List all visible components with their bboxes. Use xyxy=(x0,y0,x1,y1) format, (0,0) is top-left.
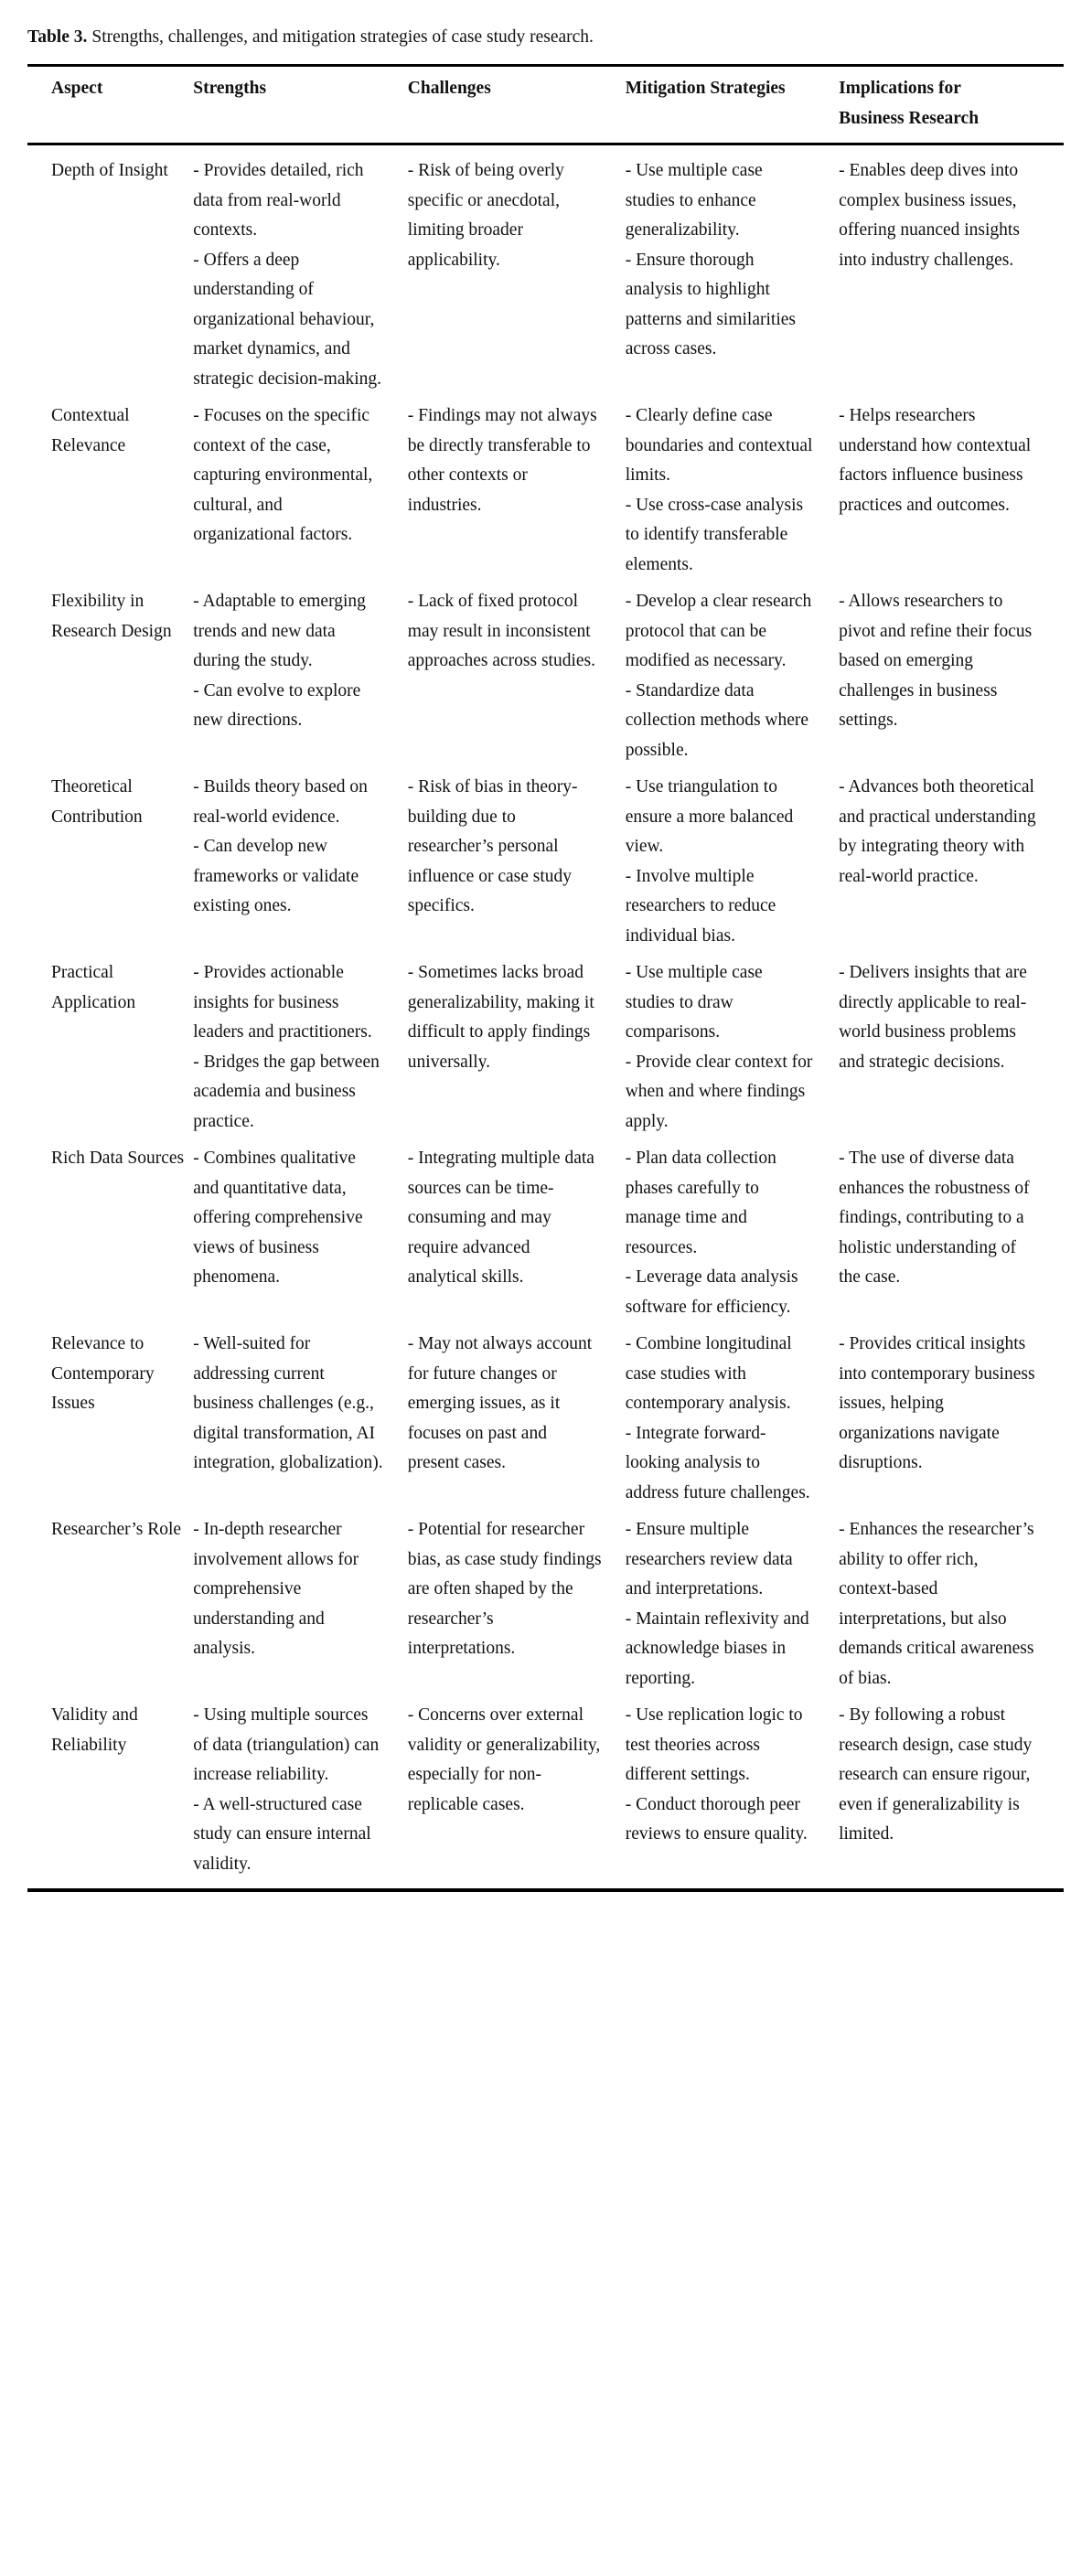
bullet-item: - Provides detailed, rich data from real-world contexts. xyxy=(193,161,364,240)
bullet-item: - Potential for researcher bias, as case study findings are often shaped by the researcher’s interpretations. xyxy=(407,1520,602,1658)
bullet-item: - Provides critical insights into contemporary business issues, helping organizations navigate disruptions. xyxy=(839,1334,1035,1472)
cell-strengths xyxy=(193,770,408,956)
bullet-item: - Using multiple sources of data (triangulation) can increase reliability. xyxy=(193,1705,380,1784)
table-row xyxy=(27,1698,1064,1890)
bullet-item: - Concerns over external validity or generalizability, especially for non-replicable cases. xyxy=(407,1705,601,1814)
column-header-implications: Implications for Business Research xyxy=(839,66,1064,144)
cell-strengths xyxy=(193,1327,408,1512)
bullet-item: - In-depth researcher involvement allows for comprehensive understanding and analysis. xyxy=(193,1520,359,1658)
cell-implications xyxy=(839,399,1064,584)
cell-aspect: Researcher’s Role xyxy=(51,1520,182,1539)
cell-aspect: Theoretical Contribution xyxy=(51,777,143,827)
cell-aspect: Practical Application xyxy=(51,963,136,1012)
cell-implications xyxy=(839,1327,1064,1512)
bullet-item: - Focuses on the specific context of the case, capturing environmental, cultural, and organizational factors. xyxy=(193,406,373,544)
cell-mitigation xyxy=(626,144,839,400)
cell-aspect: Depth of Insight xyxy=(51,161,168,180)
cell-mitigation xyxy=(626,956,839,1141)
cell-implications xyxy=(839,144,1064,400)
cell-challenges xyxy=(408,584,626,770)
bullet-item: - The use of diverse data enhances the robustness of findings, contributing to a holistic understanding of the case. xyxy=(839,1149,1030,1287)
cell-aspect: Relevance to Contemporary Issues xyxy=(51,1334,155,1413)
cell-aspect: Rich Data Sources xyxy=(51,1149,185,1168)
bullet-item: - Enhances the researcher’s ability to offer rich, context-based interpretations, but also demands critical awareness of bias. xyxy=(839,1520,1034,1688)
bullet-item: - Use triangulation to ensure a more balanced view. xyxy=(625,777,794,856)
table-caption-label: Table 3. xyxy=(27,27,88,47)
cell-strengths xyxy=(193,1698,408,1890)
bullet-item: - Develop a clear research protocol that can be modified as necessary. xyxy=(625,592,812,670)
bullet-item: - Plan data collection phases carefully to manage time and resources. xyxy=(625,1149,776,1257)
cell-mitigation xyxy=(626,584,839,770)
cell-challenges xyxy=(408,399,626,584)
cell-mitigation xyxy=(626,1512,839,1698)
bullet-item: - By following a robust research design, case study research can ensure rigour, even if generalizability is limited. xyxy=(839,1705,1033,1844)
header-row xyxy=(27,66,1064,144)
bullet-item: - Use multiple case studies to enhance generalizability. xyxy=(625,161,763,240)
bullet-item: - Adaptable to emerging trends and new data during the study. xyxy=(193,592,366,670)
cell-strengths xyxy=(193,1512,408,1698)
table-caption xyxy=(27,26,1064,49)
bullet-item: - Ensure multiple researchers review data and interpretations. xyxy=(625,1520,793,1598)
bullet-item: - Use replication logic to test theories across different settings. xyxy=(625,1705,803,1784)
cell-strengths xyxy=(193,144,408,400)
bullet-item: - Clearly define case boundaries and contextual limits. xyxy=(625,406,813,485)
bullet-item: - Standardize data collection methods where possible. xyxy=(625,680,809,760)
table-row xyxy=(27,584,1064,770)
bullet-item: - Provides actionable insights for business leaders and practitioners. xyxy=(193,963,372,1042)
cell-mitigation xyxy=(626,1327,839,1512)
bullet-item: - Use multiple case studies to draw comparisons. xyxy=(625,963,763,1042)
column-header-mitigation-strategies: Mitigation Strategies xyxy=(626,66,839,144)
table-row xyxy=(27,956,1064,1141)
cell-implications xyxy=(839,1698,1064,1890)
cell-mitigation xyxy=(626,399,839,584)
cell-challenges xyxy=(408,1327,626,1512)
column-header-strengths: Strengths xyxy=(193,66,408,144)
table-row xyxy=(27,770,1064,956)
cell-implications xyxy=(839,584,1064,770)
bullet-item: - Use cross-case analysis to identify transferable elements. xyxy=(625,495,804,574)
cell-mitigation xyxy=(626,1141,839,1327)
cell-implications xyxy=(839,1141,1064,1327)
cell-challenges xyxy=(408,956,626,1141)
bullet-item: - Can develop new frameworks or validate existing ones. xyxy=(193,837,359,915)
bullet-item: - Lack of fixed protocol may result in inconsistent approaches across studies. xyxy=(407,592,596,670)
cell-challenges xyxy=(408,770,626,956)
bullet-item: - Involve multiple researchers to reduce individual bias. xyxy=(625,866,776,946)
bullet-item: - Integrate forward-looking analysis to address future challenges. xyxy=(625,1423,810,1502)
bullet-item: - Delivers insights that are directly applicable to real-world business problems and strategic decisions. xyxy=(839,963,1027,1072)
bullet-item: - Combine longitudinal case studies with contemporary analysis. xyxy=(625,1334,792,1413)
cell-implications xyxy=(839,956,1064,1141)
table-row xyxy=(27,1141,1064,1327)
bullet-item: - May not always account for future changes or emerging issues, as it focuses on past and present cases. xyxy=(407,1334,593,1472)
bullet-item: - Can evolve to explore new directions. xyxy=(193,680,361,730)
table-header xyxy=(27,66,1064,144)
table-row xyxy=(27,1512,1064,1698)
bullet-item: - Provide clear context for when and where findings apply. xyxy=(625,1052,813,1131)
cell-aspect: Validity and Reliability xyxy=(51,1705,138,1755)
column-header-aspect: Aspect xyxy=(27,66,193,144)
cell-strengths xyxy=(193,1141,408,1327)
cell-mitigation xyxy=(626,1698,839,1890)
bullet-item: - Advances both theoretical and practical understanding by integrating theory with real-world practice. xyxy=(839,777,1036,886)
cell-aspect: Contextual Relevance xyxy=(51,406,130,455)
bullet-item: - Well-suited for addressing current business challenges (e.g., digital transformation, AI integration, globalization). xyxy=(193,1334,383,1472)
bullet-item: - Bridges the gap between academia and business practice. xyxy=(193,1052,380,1131)
case-study-table xyxy=(27,64,1064,1892)
cell-strengths xyxy=(193,956,408,1141)
table-caption-text: Strengths, challenges, and mitigation strategies of case study research. xyxy=(91,27,594,47)
bullet-item: - Leverage data analysis software for efficiency. xyxy=(625,1267,798,1317)
bullet-item: - Enables deep dives into complex business issues, offering nuanced insights into industry challenges. xyxy=(839,161,1020,270)
bullet-item: - Allows researchers to pivot and refine their focus based on emerging challenges in business settings. xyxy=(839,592,1033,730)
cell-implications xyxy=(839,770,1064,956)
bullet-item: - Risk of being overly specific or anecdotal, limiting broader applicability. xyxy=(407,161,564,270)
cell-mitigation xyxy=(626,770,839,956)
bullet-item: - Combines qualitative and quantitative data, offering comprehensive views of business phenomena. xyxy=(193,1149,363,1287)
cell-aspect: Flexibility in Research Design xyxy=(51,592,172,641)
cell-challenges xyxy=(408,1512,626,1698)
cell-challenges xyxy=(408,1141,626,1327)
bullet-item: - Risk of bias in theory-building due to researcher’s personal influence or case study specifics. xyxy=(407,777,578,915)
bullet-item: - Maintain reflexivity and acknowledge biases in reporting. xyxy=(625,1609,809,1688)
bullet-item: - Ensure thorough analysis to highlight patterns and similarities across cases. xyxy=(625,250,796,358)
cell-implications xyxy=(839,1512,1064,1698)
bullet-item: - Conduct thorough peer reviews to ensure quality. xyxy=(625,1794,808,1844)
cell-strengths xyxy=(193,399,408,584)
table-row xyxy=(27,1327,1064,1512)
column-header-challenges: Challenges xyxy=(408,66,626,144)
bullet-item: - Sometimes lacks broad generalizability, making it difficult to apply findings universally. xyxy=(407,963,594,1072)
bullet-item: - A well-structured case study can ensure internal validity. xyxy=(193,1794,371,1874)
bullet-item: - Findings may not always be directly transferable to other contexts or industries. xyxy=(407,406,597,515)
table-body xyxy=(27,144,1064,1891)
table-row xyxy=(27,399,1064,584)
cell-challenges xyxy=(408,144,626,400)
bullet-item: - Integrating multiple data sources can be time-consuming and may require advanced analytical skills. xyxy=(407,1149,594,1287)
bullet-item: - Helps researchers understand how contextual factors influence business practices and outcomes. xyxy=(839,406,1032,515)
cell-challenges xyxy=(408,1698,626,1890)
bullet-item: - Builds theory based on real-world evidence. xyxy=(193,777,368,827)
bullet-item: - Offers a deep understanding of organizational behaviour, market dynamics, and strategic decision-making. xyxy=(193,250,382,389)
cell-strengths xyxy=(193,584,408,770)
table-row xyxy=(27,144,1064,400)
